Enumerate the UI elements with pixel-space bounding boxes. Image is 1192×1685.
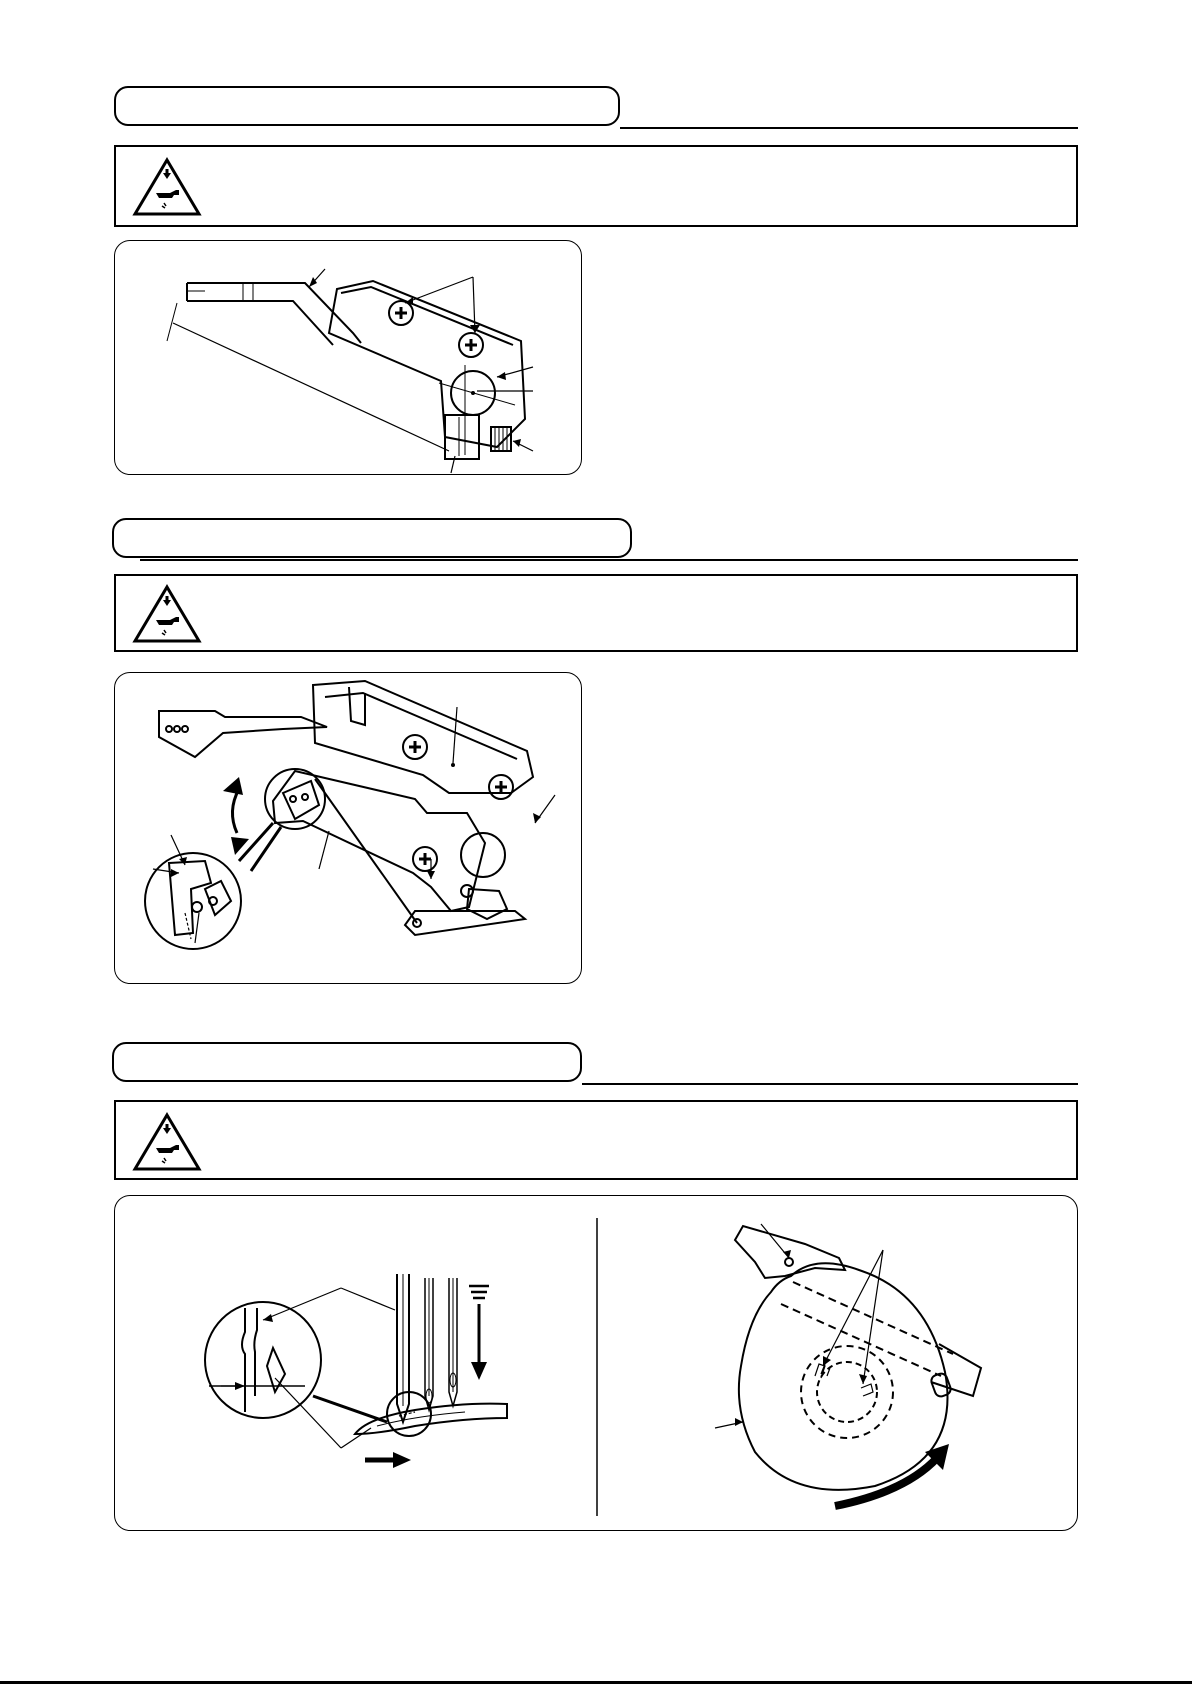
hand-crush-warning-icon bbox=[132, 584, 202, 644]
figure-thread-guide-assembly bbox=[114, 672, 582, 984]
section-2-underline bbox=[140, 559, 632, 561]
timing-drawings bbox=[115, 1196, 1079, 1532]
section-3-rule bbox=[582, 1083, 1078, 1085]
page-bottom-rule bbox=[0, 1681, 1192, 1684]
section-2-rule bbox=[632, 559, 1078, 561]
section-3-title-box bbox=[112, 1042, 582, 1082]
section-1-rule bbox=[620, 127, 1078, 129]
section-3-warning-box bbox=[114, 1100, 1078, 1180]
assembly-drawing bbox=[115, 673, 583, 985]
hand-crush-warning-icon bbox=[132, 1112, 202, 1172]
section-1-title-box bbox=[114, 86, 620, 126]
figure-thread-guide-bracket bbox=[114, 240, 582, 475]
hand-crush-warning-icon bbox=[132, 157, 202, 217]
section-2-warning-box bbox=[114, 574, 1078, 652]
figure-timing-panel bbox=[114, 1195, 1078, 1531]
bracket-drawing bbox=[115, 241, 583, 476]
needle-looper-drawing bbox=[205, 1274, 507, 1460]
section-2-title-box bbox=[112, 518, 632, 558]
section-1-warning-box bbox=[114, 145, 1078, 227]
